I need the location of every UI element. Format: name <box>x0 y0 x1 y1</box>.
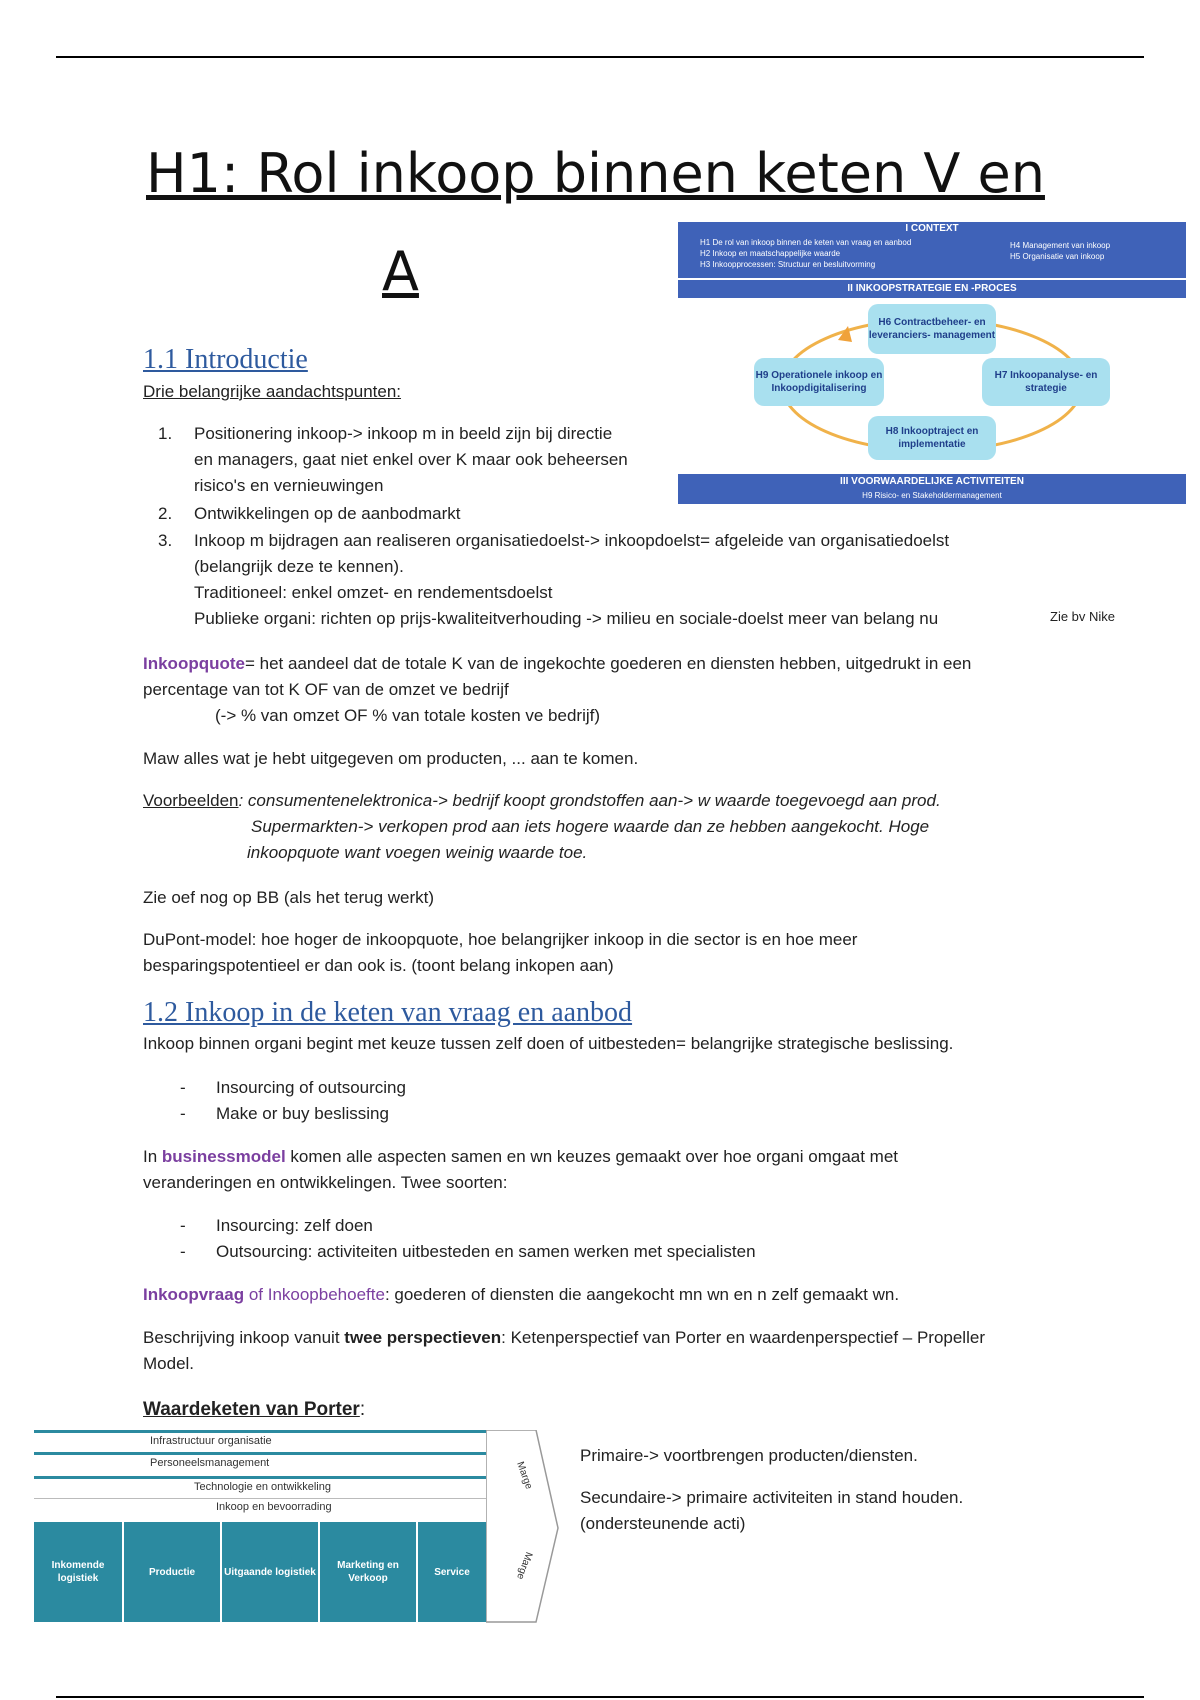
bullet-list: - Insourcing of outsourcing - Make or buy beslissing <box>180 1078 406 1123</box>
context-band-strategy: II INKOOPSTRATEGIE EN -PROCES <box>678 280 1186 298</box>
context-band-header <box>678 222 1186 278</box>
primary-activity: Productie <box>124 1522 222 1622</box>
context-band-conditions <box>678 474 1186 504</box>
context-h7: H7 Inkoopanalyse- en strategie <box>982 358 1110 406</box>
paragraph-beschrijving <box>143 1325 1103 1377</box>
inkoopquote-paragraph <box>143 651 1103 729</box>
list-item <box>158 501 1058 527</box>
term-inkoopquote: Inkoopquote <box>143 654 245 673</box>
porter-heading <box>143 1397 365 1423</box>
primary-activity: Service <box>418 1522 488 1622</box>
context-left-line: H3 Inkoopprocessen: Structuur en besluitvorming <box>700 260 876 269</box>
bm-text: veranderingen en ontwikkelingen. Twee soorten: <box>143 1173 508 1192</box>
bullet-list: - Insourcing: zelf doen - Outsourcing: activiteiten uitbesteden en samen werken met specialisten <box>180 1216 756 1261</box>
list-text: Traditioneel: enkel omzet- en rendementsdoelst <box>194 583 553 602</box>
secundaire-text: Secundaire-> primaire activiteiten in stand houden. <box>580 1488 964 1507</box>
bullet-text: Outsourcing: activiteiten uitbesteden en samen werken met specialisten <box>216 1242 756 1261</box>
marge-arrow <box>486 1430 566 1626</box>
context-right-line: H4 Management van inkoop <box>1010 241 1111 250</box>
list-text: (belangrijk deze te kennen). <box>194 557 404 576</box>
secundaire-text: (ondersteunende acti) <box>580 1514 746 1533</box>
page-title: H1: Rol inkoop binnen keten V en <box>146 142 1045 205</box>
bullet-text: Make or buy beslissing <box>216 1104 389 1123</box>
context-h8: H8 Inkooptraject en implementatie <box>868 416 996 460</box>
voorbeelden-text: : consumentenelektronica-> bedrijf koopt grondstoffen aan-> w waarde toegevoegd aan prod. <box>238 791 941 810</box>
besch-text: Model. <box>143 1354 195 1373</box>
paragraph-maw: Maw alles wat je hebt uitgegeven om producten, ... aan te komen. <box>143 749 639 768</box>
list-text: Ontwikkelingen op de aanbodmarkt <box>194 504 461 523</box>
context-band3-sub: H9 Risico- en Stakeholdermanagement <box>862 491 1002 500</box>
context-left-line: H1 De rol van inkoop binnen de keten van vraag en aanbod <box>700 238 912 247</box>
paragraph-inkoopvraag <box>143 1282 1103 1308</box>
dupont-text: DuPont-model: hoe hoger de inkoopquote, hoe belangrijker inkoop in die sector is en hoe meer <box>143 930 858 949</box>
list-number: 2. <box>158 504 173 523</box>
primary-activity: Uitgaande logistiek <box>222 1522 320 1622</box>
connector-text: of <box>244 1285 268 1304</box>
page-title-continued: A <box>382 240 419 303</box>
definition-text: = het aandeel dat de totale K van de ingekochte goederen en diensten hebben, uitgedrukt in een <box>244 654 972 673</box>
context-h9: H9 Operationele inkoop en Inkoopdigitalisering <box>754 358 884 406</box>
besch-text: : Ketenperspectief van Porter en waardenperspectief – Propeller <box>501 1328 985 1347</box>
support-label: Infrastructuur organisatie <box>150 1435 272 1447</box>
section-heading-introductie: 1.1 Introductie <box>143 344 308 375</box>
paragraph-dupont <box>143 927 1103 979</box>
list-number: 3. <box>158 531 173 550</box>
bm-text: komen alle aspecten samen en wn keuzes gemaakt over hoe organi omgaat met <box>285 1147 899 1166</box>
list-number: 1. <box>158 424 173 443</box>
definition-text: (-> % van omzet OF % van totale kosten ve bedrijf) <box>215 706 601 725</box>
context-right-line: H5 Organisatie van inkoop <box>1010 252 1105 261</box>
term-inkoopbehoefte: Inkoopbehoefte <box>267 1285 385 1304</box>
list-text: en managers, gaat niet enkel over K maar ook beheersen <box>194 450 628 469</box>
list-text: Positionering inkoop-> inkoop m in beeld zijn bij directie <box>194 424 613 443</box>
definition-text: : goederen of diensten die aangekocht mn wn en n zelf gemaakt wn. <box>384 1285 900 1304</box>
besch-bold: twee perspectieven <box>344 1328 502 1347</box>
bottom-rule <box>56 1696 1144 1698</box>
primary-activity: Marketing en Verkoop <box>320 1522 418 1622</box>
porter-colon: : <box>359 1399 366 1420</box>
support-activity <box>34 1498 486 1521</box>
porter-value-chain-diagram <box>34 1430 564 1626</box>
voorbeelden-text: Supermarkten-> verkopen prod aan iets hogere waarde dan ze hebben aangekocht. Hoge <box>251 817 930 836</box>
support-label: Personeelsmanagement <box>150 1457 270 1469</box>
side-note: Zie bv Nike <box>1050 609 1116 624</box>
top-rule <box>56 56 1144 58</box>
voorbeelden-paragraph <box>143 788 1103 866</box>
context-left-line: H2 Inkoop en maatschappelijke waarde <box>700 249 841 258</box>
paragraph-intro: Inkoop binnen organi begint met keuze tussen zelf doen of uitbesteden= belangrijke strategische beslissing. <box>143 1034 954 1053</box>
list-item <box>158 528 1118 632</box>
besch-text: Beschrijving inkoop vanuit <box>143 1328 345 1347</box>
porter-heading-text: Waardeketen van Porter <box>143 1399 360 1420</box>
context-diagram <box>678 222 1186 504</box>
dupont-text: besparingspotentieel er dan ook is. (toont belang inkopen aan) <box>143 956 614 975</box>
paragraph-primaire: Primaire-> voortbrengen producten/diensten. <box>580 1446 918 1465</box>
context-h6: H6 Contractbeheer- en leveranciers- management <box>868 304 996 354</box>
context-header: I CONTEXT <box>905 223 959 234</box>
voorbeelden-label: Voorbeelden <box>143 791 239 810</box>
list-text: Publieke organi: richten op prijs-kwaliteitverhouding -> milieu en sociale-doelst meer van belang nu <box>194 609 939 628</box>
marge-label: Marge <box>514 1460 535 1491</box>
paragraph-secundaire <box>580 1485 963 1537</box>
support-label: Inkoop en bevoorrading <box>216 1501 332 1513</box>
paragraph-businessmodel <box>143 1144 1103 1196</box>
section-subheading: Drie belangrijke aandachtspunten: <box>143 382 402 401</box>
paragraph-zie-oef: Zie oef nog op BB (als het terug werkt) <box>143 888 435 907</box>
support-activity <box>34 1452 486 1477</box>
marge-label: Marge <box>514 1550 535 1581</box>
section-heading-keten: 1.2 Inkoop in de keten van vraag en aanbod <box>143 997 633 1028</box>
bm-text: In <box>143 1147 162 1166</box>
term-inkoopvraag: Inkoopvraag <box>143 1285 245 1304</box>
context-band3-title: III VOORWAARDELIJKE ACTIVITEITEN <box>840 476 1024 487</box>
bullet-text: Insourcing of outsourcing <box>216 1078 406 1097</box>
primary-activity: Inkomende logistiek <box>34 1522 124 1622</box>
support-label: Technologie en ontwikkeling <box>194 1481 331 1493</box>
list-text: Inkoop m bijdragen aan realiseren organisatiedoelst-> inkoopdoelst= afgeleide van organisatiedoelst <box>194 531 950 550</box>
term-businessmodel: businessmodel <box>161 1147 286 1166</box>
voorbeelden-text: inkoopquote want voegen weinig waarde toe. <box>247 843 588 862</box>
definition-text: percentage van tot K OF van de omzet ve bedrijf <box>143 680 509 699</box>
list-item <box>158 421 678 499</box>
list-text: risico's en vernieuwingen <box>194 476 384 495</box>
bullet-text: Insourcing: zelf doen <box>216 1216 373 1235</box>
